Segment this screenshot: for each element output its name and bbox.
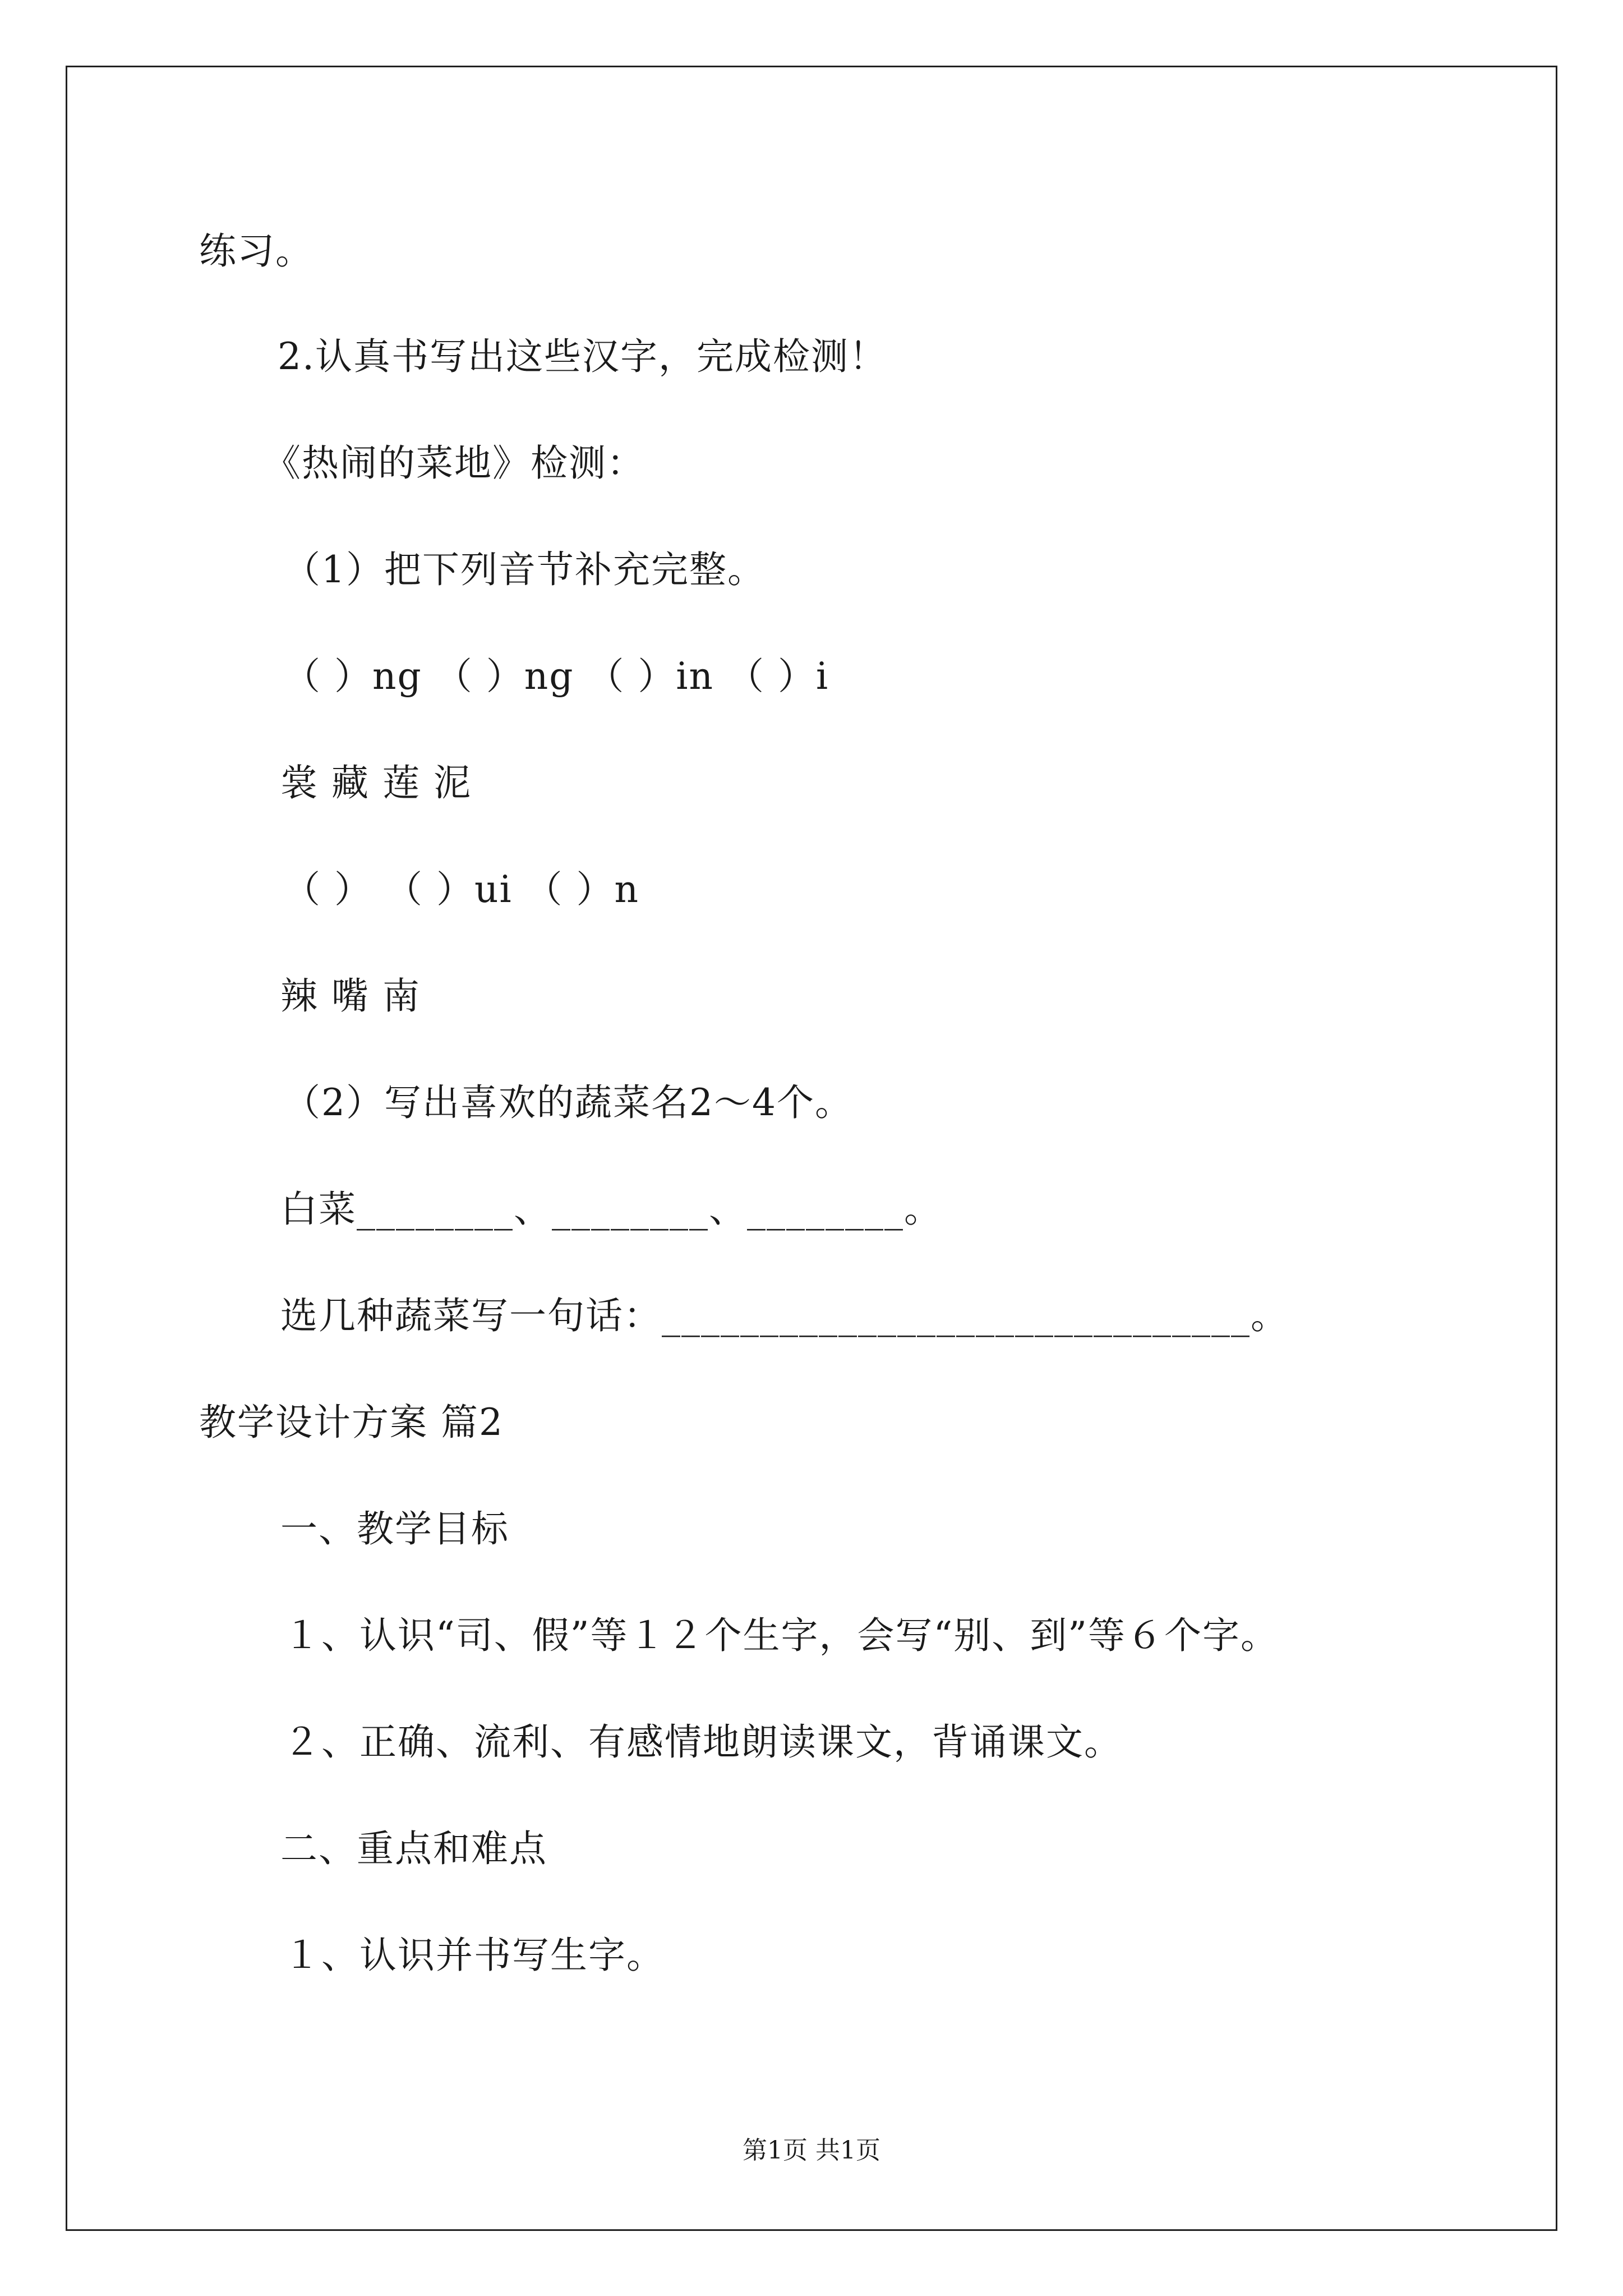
text-line-2: 2.认真书写出这些汉字，完成检测！	[278, 335, 887, 378]
text-line-7: （ ） （ ）ui （ ）n	[283, 868, 640, 911]
text-line-4: （1）把下列音节补充完整。	[283, 548, 766, 591]
text-line-5: （ ）ng （ ）ng （ ）in （ ）i	[283, 655, 829, 698]
text-line-13: 一、教学目标	[280, 1507, 509, 1550]
text-line-14: １、认识“司、假”等１２个生字，会写“别、到”等６个字。	[283, 1614, 1279, 1657]
text-line-6: 裳 藏 莲 泥	[280, 761, 472, 804]
page-border	[66, 66, 1557, 2231]
page-footer: 第1页 共1页	[743, 2136, 880, 2165]
text-line-11: 选几种蔬菜写一句话：______________________________。	[280, 1294, 1289, 1337]
text-line-3: 《热闹的菜地》检测：	[264, 441, 645, 485]
text-line-17: １、认识并书写生字。	[283, 1934, 665, 1977]
text-line-1: 练习。	[199, 229, 313, 273]
text-line-8: 辣 嘴 南	[280, 974, 421, 1018]
text-line-9: （2）写出喜欢的蔬菜名2～4个。	[283, 1081, 853, 1124]
text-line-16: 二、重点和难点	[280, 1827, 547, 1870]
text-line-15: ２、正确、流利、有感情地朗读课文，背诵课文。	[283, 1720, 1122, 1764]
text-line-10: 白菜________、________、________。	[280, 1188, 942, 1231]
section-heading: 教学设计方案 篇2	[199, 1401, 504, 1444]
